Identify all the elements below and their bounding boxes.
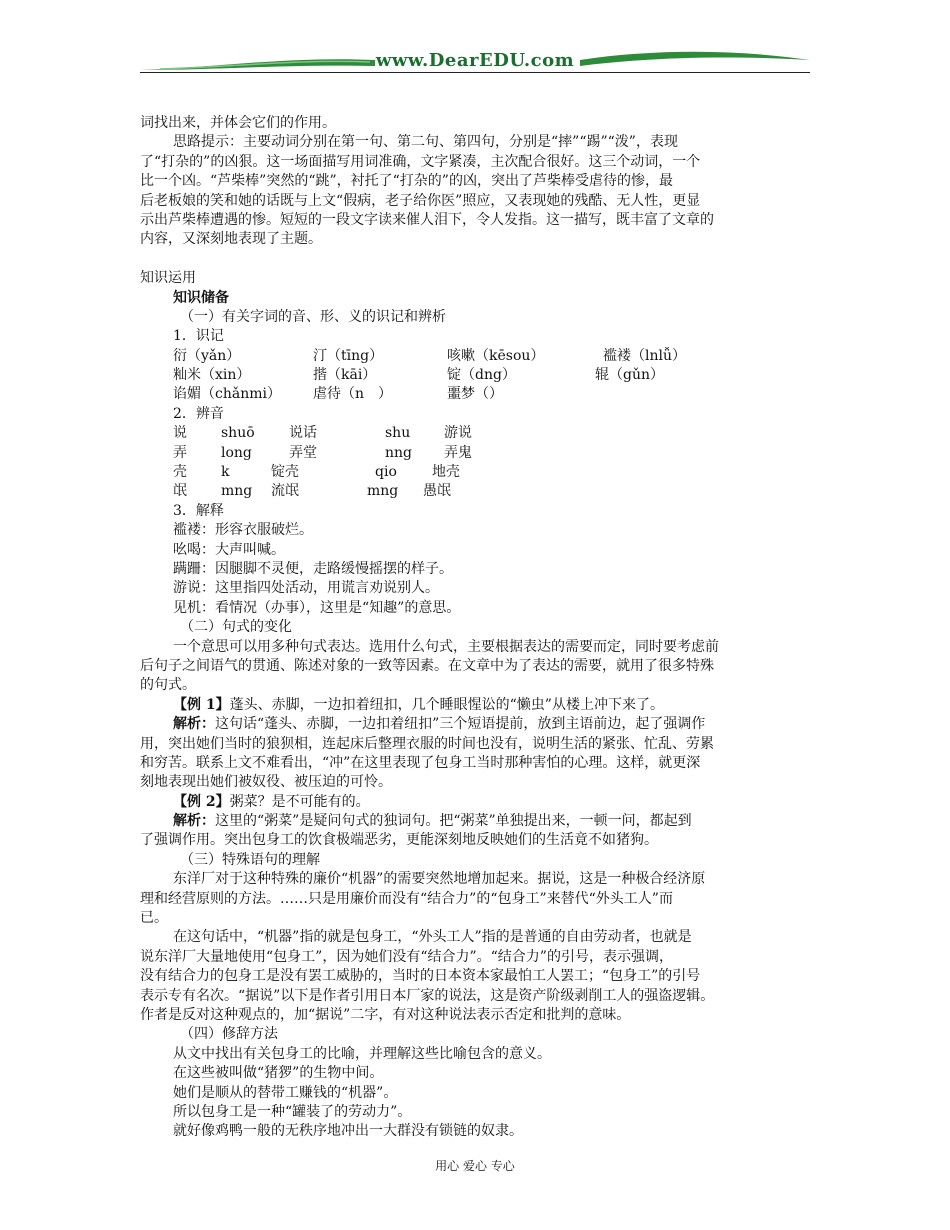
distinguish-char: 氓 — [173, 483, 187, 500]
distinguish-pinyin: long — [221, 444, 252, 461]
example-text: 蓬头、赤脚，一边扣着纽扣，几个睡眼惺讼的“懒虫”从楼上冲下来了。 — [229, 696, 664, 713]
explain-item: 褴褛：形容衣服破烂。 — [173, 522, 313, 539]
analysis-text: 这句话“蓬头、赤脚，一边扣着纽扣”三个短语提前，放到主语前边，起了强调作 — [215, 716, 706, 733]
paragraph-line: 后句子之间语气的贯通、陈述对象的一致等因素。在文章中为了表达的需要，就用了很多特殊 — [140, 657, 714, 674]
analysis-line: 用，突出她们当时的狼狈相，连起床后整理衣服的时间也没有，说明生活的紧张、忙乱、劳累 — [140, 735, 714, 752]
distinguish-word: 地壳 — [432, 464, 460, 481]
analysis-text: 这里的“粥菜”是疑问句式的独词句。把“粥菜”单独提出来，一顿一问，都起到 — [215, 813, 692, 830]
hint-line: 示出芦柴棒遭遇的惨。短短的一段文字读来催人泪下，令人发指。这一描写，既丰富了文章的 — [140, 211, 714, 228]
paragraph-line: 表示专有名次。“据说”以下是作者引用日本厂家的说法，这是资产阶级剥削工人的强盗逻辑。 — [140, 987, 715, 1004]
distinguish-row — [140, 444, 810, 463]
distinguish-word: 锭壳 — [271, 464, 299, 481]
distinguish-word: 说话 — [289, 425, 317, 442]
rhetoric-line: 从文中找出有关包身工的比喻，并理解这些比喻包含的意义。 — [173, 1045, 551, 1062]
heading-explain: 3．解释 — [173, 502, 224, 519]
explain-item: 吆喝：大声叫喊。 — [173, 541, 285, 558]
hint-line: 了“打杂的”的凶狠。这一场面描写用词准确，文字紧凑，主次配合很好。这三个动词，一个 — [140, 153, 701, 170]
recognize-item: 谄媚（chǎnmi） — [173, 386, 281, 403]
analysis-label: 解析： — [173, 813, 215, 830]
explain-item: 见机：看情况（办事），这里是“知趣”的意思。 — [173, 599, 461, 616]
recognize-row — [140, 347, 810, 366]
recognize-item: 汀（tīng） — [313, 347, 384, 364]
rhetoric-line: 在这些被叫做“猪猡”的生物中间。 — [173, 1065, 384, 1082]
paragraph-line: 的句式。 — [140, 677, 196, 694]
example-1 — [140, 696, 810, 715]
analysis-line — [140, 812, 810, 831]
analysis-line: 刻地表现出她们被奴役、被压迫的可怜。 — [140, 774, 392, 791]
heading-recognize: 1．识记 — [173, 328, 224, 345]
distinguish-char: 说 — [173, 425, 187, 442]
distinguish-char: 壳 — [173, 464, 187, 481]
intro-line: 词找出来，并体会它们的作用。 — [140, 115, 336, 131]
distinguish-pinyin: mng — [221, 483, 253, 500]
heading-words: （一）有关字词的音、形、义的识记和辨析 — [180, 308, 446, 325]
recognize-item: 揩（kāi） — [313, 367, 377, 384]
hint-line: 后老板娘的笑和她的话既与上文“假病，老子给你医”照应，又表现她的残酷、无人性，更显 — [140, 192, 701, 209]
recognize-item: 噩梦（） — [447, 386, 503, 403]
paragraph-line: 没有结合力的包身工是没有罢工威胁的，当时的日本资本家最怕工人罢工；“包身工”的引号 — [140, 968, 701, 985]
distinguish-word: 弄鬼 — [444, 444, 472, 461]
section-title: 知识运用 — [140, 270, 196, 287]
analysis-line — [140, 715, 810, 734]
distinguish-pinyin: qio — [375, 464, 397, 481]
recognize-row — [140, 366, 810, 385]
recognize-item: 虐待（n ） — [313, 386, 393, 403]
paragraph-line: 说东洋厂大量地使用“包身工”，因为她们没有“结合力”。“结合力”的引号，表示强调， — [140, 948, 673, 965]
distinguish-char: 弄 — [173, 444, 187, 461]
explain-item: 蹒跚：因腿脚不灵便，走路缓慢摇摆的样子。 — [173, 560, 453, 577]
header-rule — [140, 72, 810, 73]
example-2 — [140, 793, 810, 812]
recognize-item: 褴褛（lnlǚ） — [603, 347, 686, 364]
recognize-row — [140, 385, 810, 404]
subsection-title: 知识储备 — [173, 289, 229, 306]
hint-line: 思路提示：主要动词分别在第一句、第二句、第四句，分别是“摔”“踢”“泼”，表现 — [173, 134, 678, 151]
site-name: www.DearEDU.com — [375, 50, 575, 71]
heading-special-sentences: （三）特殊语句的理解 — [180, 851, 320, 868]
heading-distinguish: 2．辨音 — [173, 405, 224, 422]
distinguish-pinyin: nng — [385, 444, 412, 461]
quote-line: 已。 — [140, 910, 168, 927]
distinguish-pinyin: shuō — [221, 425, 255, 442]
example-text: 粥菜？是不可能有的。 — [229, 793, 370, 810]
example-label: 【例 1】 — [173, 696, 230, 713]
document-body — [140, 114, 810, 1142]
page-header — [140, 46, 810, 76]
analysis-line: 和穷苦。联系上文不难看出，“冲”在这里表现了包身工当时那种害怕的心理。这样，就更深 — [140, 754, 701, 771]
recognize-item: 籼米（xin） — [173, 367, 251, 384]
analysis-line: 了强调作用。突出包身工的饮食极端恶劣，更能深刻地反映她们的生活竟不如猪狗。 — [140, 832, 658, 849]
heading-sentence-forms: （二）句式的变化 — [180, 619, 292, 636]
distinguish-word: 愚氓 — [423, 483, 451, 500]
heading-rhetoric: （四）修辞方法 — [180, 1026, 278, 1043]
quote-line: 东洋厂对于这种特殊的廉价“机器”的需要突然地增加起来。据说，这是一种极合经济原 — [173, 871, 706, 888]
distinguish-pinyin: shu — [385, 425, 411, 442]
recognize-item: 咳嗽（kēsou） — [447, 347, 545, 364]
distinguish-word: 弄堂 — [289, 444, 317, 461]
quote-line: 理和经营原则的方法。……只是用廉价而没有“结合力”的“包身工”来替代“外头工人”而 — [140, 890, 673, 907]
page-footer: 用心 爱心 专心 — [435, 1159, 515, 1173]
paragraph-line: 在这句话中，“机器”指的就是包身工，“外头工人”指的是普通的自由劳动者，也就是 — [173, 929, 692, 946]
recognize-item: 衍（yǎn） — [173, 347, 241, 364]
hint-line: 比一个凶。“芦柴棒”突然的“跳”，衬托了“打杂的”的凶，突出了芦柴棒受虐待的惨，最 — [140, 173, 673, 190]
rhetoric-line: 就好像鸡鸭一般的无秩序地冲出一大群没有锁链的奴隶。 — [173, 1123, 523, 1140]
paragraph-line: 作者是反对这种观点的，加“据说”二字，有对这种说法表示否定和批判的意味。 — [140, 1006, 631, 1023]
explain-item: 游说：这里指四处活动，用谎言劝说别人。 — [173, 580, 439, 597]
rhetoric-line: 她们是顺从的替带工赚钱的“机器”。 — [173, 1084, 398, 1101]
distinguish-pinyin: mng — [367, 483, 399, 500]
hint-line: 内容，又深刻地表现了主题。 — [140, 231, 322, 248]
distinguish-word: 游说 — [444, 425, 472, 442]
rhetoric-line: 所以包身工是一种“罐装了的劳动力”。 — [173, 1103, 412, 1120]
recognize-item: 辊（gǔn） — [595, 367, 664, 384]
example-label: 【例 2】 — [173, 793, 230, 810]
distinguish-word: 流氓 — [271, 483, 299, 500]
paragraph-line: 一个意思可以用多种句式表达。选用什么句式，主要根据表达的需要而定，同时要考虑前 — [173, 638, 719, 655]
distinguish-row — [140, 463, 810, 482]
distinguish-pinyin: k — [221, 464, 230, 481]
distinguish-row — [140, 424, 810, 443]
analysis-label: 解析： — [173, 716, 215, 733]
distinguish-row — [140, 482, 810, 501]
recognize-item: 锭（dng） — [447, 367, 516, 384]
